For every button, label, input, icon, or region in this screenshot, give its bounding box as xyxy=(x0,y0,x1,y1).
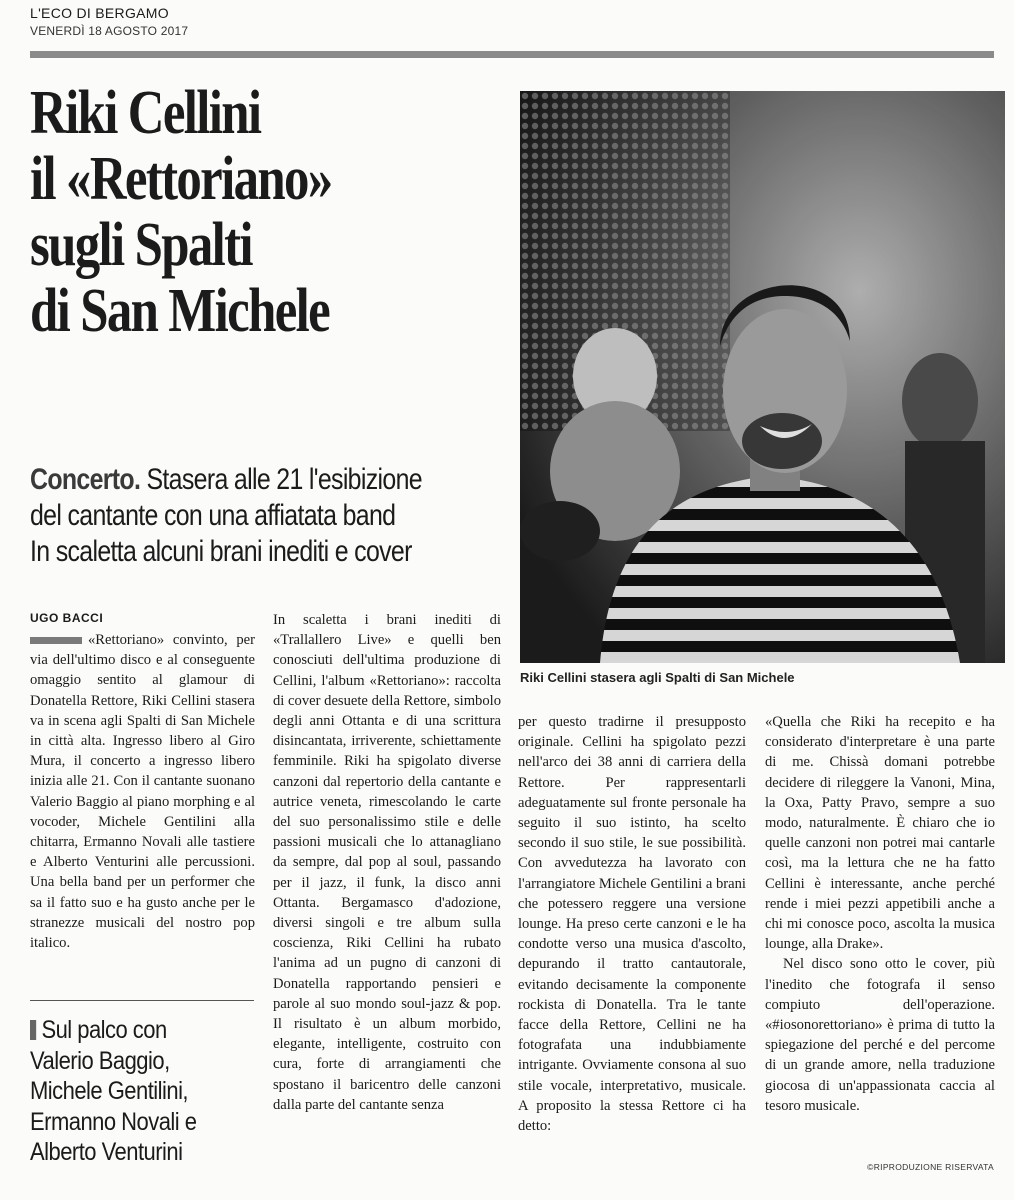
headline-line: sugli Spalti xyxy=(30,211,252,279)
article-paragraph: In scaletta i brani inediti di «Trallallero Live» e quelli ben conosciuti dell'ultima produzione di Cellini, l'album «Rettoriano»: raccolta di cover desuete della Rettore, simbolo degli anni Ottanta e di una scrittura disincantata, irriverente, schiettamente femminile. Riki ha spigolato diverse canzoni dal repertorio della cantante e autrice veneta, rimescolando le carte del suo personalissimo stile e delle passioni musicali che lo attanagliano da sempre, dal pop al soul, passando per il jazz, il funk, la disco anni Ottanta. Bergamasco d'adozione, diversi singoli e tre album sulla coscienza, Riki Cellini ha rubato l'anima ad un pugno di canzoni di Donatella rapportando pensieri e parole al suo mondo soul-jazz & pop. Il risultato è un album morbido, elegante, intelligente, costruito con cura, forte di arrangiamenti che spostano il baricentro delle canzoni dalla parte del cantante senza xyxy=(273,612,501,1113)
header-rule xyxy=(30,51,994,58)
headline-line: Riki Cellini xyxy=(30,79,261,147)
headline xyxy=(30,80,415,344)
article-paragraph: Nel disco sono otto le cover, più l'inedito che fotografa il senso compiuto dell'operazione. «#iosonorettoriano» è prima di tutto la spiegazione del perché e del percome di un grande amore, nella traduzione giocosa di un'appassionata caccia al tesoro musicale. xyxy=(765,956,995,1114)
byline: UGO BACCI xyxy=(30,611,104,625)
article-column-3 xyxy=(518,712,746,1136)
pullquote-line: Ermanno Novali e xyxy=(30,1107,197,1136)
subhead-line: Stasera alle 21 l'esibizione xyxy=(140,463,422,496)
subhead-line: In scaletta alcuni brani inediti e cover xyxy=(30,535,412,568)
pullquote-divider xyxy=(30,1000,254,1001)
masthead xyxy=(30,5,188,38)
article-column-4 xyxy=(765,712,995,1116)
newspaper-name: L'ECO DI BERGAMO xyxy=(30,5,169,21)
pullquote-line: Sul palco con xyxy=(41,1016,167,1044)
copyright-notice: ©RIPRODUZIONE RISERVATA xyxy=(867,1162,994,1172)
pullquote xyxy=(30,1015,241,1168)
subheadline xyxy=(30,462,520,570)
article-photo xyxy=(520,91,1005,663)
pullquote-line: Michele Gentilini, xyxy=(30,1077,189,1105)
article-paragraph: «Quella che Riki ha recepito e ha considerato d'interpretare è una parte di me. Chissà domani potrebbe decidere di rileggere la Vanoni, Mina, la Oxa, Patty Pravo, sempre a suo modo, naturalmente. È chiaro che io quelle canzoni non potrei mai cantarle così, ma la lettura che ne ha fatto Cellini è interessante, anche perché rende i miei pezzi appetibili anche a chi mi conosce poco, ascolta la musica lounge, alla Drake». xyxy=(765,714,995,953)
article-paragraph: «Rettoriano» convinto, per via dell'ultimo disco e al conseguente omaggio sentito al glamour di Donatella Rettore, Riki Cellini stasera va in scena agli Spalti di San Michele in città alta. Ingresso libero al Giro Mura, il concerto a ingresso libero inizia alle 21. Con il cantante suonano Valerio Baggio al piano morphing e al vocoder, Michele Gentilini alla chitarra, Ermanno Novali alle tastiere e Alberto Venturini alle percussioni. Una bella band per un performer che sa il fatto suo e ha gusto anche per le stranezze musicali del nostro pop italico. xyxy=(30,632,255,952)
headline-line: di San Michele xyxy=(30,277,330,345)
pullquote-line: Alberto Venturini xyxy=(30,1138,183,1166)
pullquote-marker xyxy=(30,1020,36,1040)
lead-marker xyxy=(30,637,82,644)
headline-line: il «Rettoriano» xyxy=(30,145,332,213)
photo-caption: Riki Cellini stasera agli Spalti di San Michele xyxy=(520,670,795,685)
issue-date: VENERDÌ 18 AGOSTO 2017 xyxy=(30,24,189,38)
photo-illustration xyxy=(520,91,1005,663)
article-paragraph: per questo tradirne il presupposto originale. Cellini ha spigolato pezzi nell'arco dei 38 anni di carriera della Rettore. Per rappresentarli adeguatamente sul fronte personale ha seguito il suo istinto, ha scelto secondo il suo stile, le sue possibilità. Con avvedutezza ha lavorato con l'arrangiatore Michele Gentilini a brani che potessero reggere una versione lounge. Ha preso certe canzoni e le ha condotte verso una musica d'ascolto, depurando il tratto cantautorale, evitando decisamente la componente rockista di Donatella. Tra le tante facce della Rettore, Cellini ne ha fotografata una indubbiamente intrigante. Ovviamente consona al suo stile vocale, interpretativo, musicale. A proposito la stessa Rettore ci ha detto: xyxy=(518,714,746,1135)
article-column-1 xyxy=(30,630,255,953)
article-column-2 xyxy=(273,610,501,1115)
subhead-line: del cantante con una affiatata band xyxy=(30,499,396,532)
section-kicker: Concerto. xyxy=(30,463,141,496)
pullquote-line: Valerio Baggio, xyxy=(30,1046,170,1075)
